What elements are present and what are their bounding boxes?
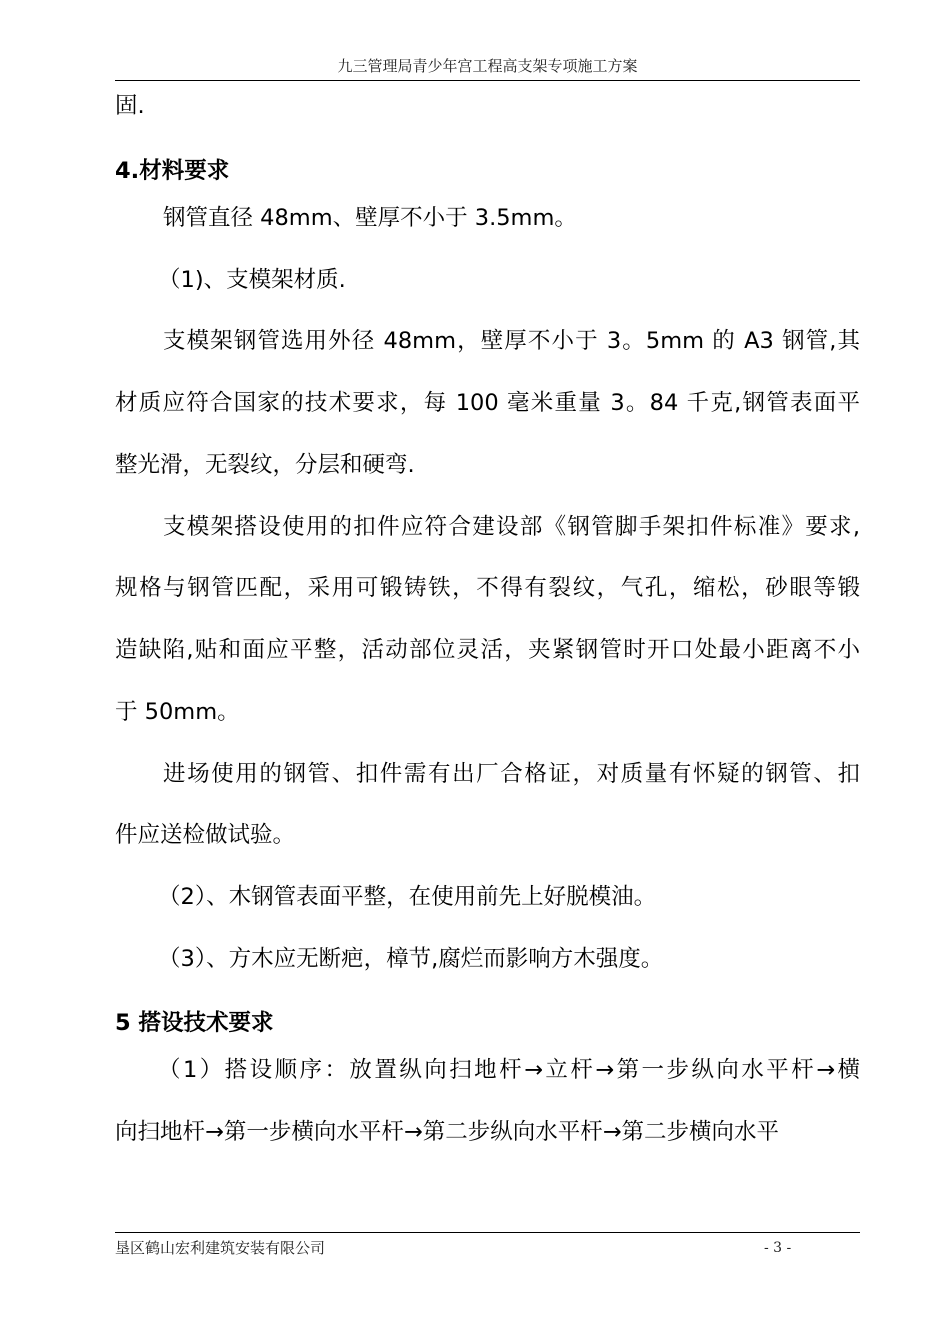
page-number: - 3 - — [764, 1240, 792, 1256]
body-line-timber-release-oil: （2）、木钢管表面平整，在使用前先上好脱模油。 — [158, 884, 657, 910]
body-line-12: 件应送检做试验。 — [115, 822, 296, 848]
page-header-title: 九三管理局青少年宫工程高支架专项施工方案 — [337, 57, 638, 75]
header-divider — [115, 80, 860, 81]
body-line-10: 于 50mm。 — [115, 699, 240, 725]
body-line-square-timber: （3）、方木应无断疤，樟节,腐烂而影响方木强度。 — [158, 946, 664, 972]
body-line-6: 整光滑，无裂纹，分层和硬弯. — [115, 452, 415, 478]
subheading-formwork-material: （1)、支模架材质. — [158, 267, 346, 293]
body-line-5: 材质应符合国家的技术要求，每 100 毫米重量 3。84 千克,钢管表面平 — [115, 390, 860, 416]
body-line-7: 支模架搭设使用的扣件应符合建设部《钢管脚手架扣件标准》要求, — [163, 514, 860, 540]
body-line-erection-sequence-cont: 向扫地杆→第一步横向水平杆→第二步纵向水平杆→第二步横向水平 — [115, 1119, 780, 1145]
footer-company: 垦区鹤山宏利建筑安装有限公司 — [115, 1239, 326, 1257]
section-heading-erection: 5 搭设技术要求 — [115, 1010, 274, 1036]
body-line-11: 进场使用的钢管、扣件需有出厂合格证，对质量有怀疑的钢管、扣 — [163, 761, 860, 787]
body-line-1: 固. — [115, 93, 145, 119]
footer-divider — [115, 1232, 860, 1233]
body-line-9: 造缺陷,贴和面应平整，活动部位灵活，夹紧钢管时开口处最小距离不小 — [115, 637, 860, 663]
body-line-steel-pipe-spec: 钢管直径 48mm、壁厚不小于 3.5mm。 — [163, 205, 577, 231]
section-heading-materials: 4.材料要求 — [115, 158, 230, 184]
body-line-8: 规格与钢管匹配，采用可锻铸铁，不得有裂纹，气孔，缩松，砂眼等锻 — [115, 575, 860, 601]
body-line-4: 支模架钢管选用外径 48mm，壁厚不小于 3。5mm 的 A3 钢管,其 — [163, 328, 860, 354]
body-line-erection-sequence: （1）搭设顺序：放置纵向扫地杆→立杆→第一步纵向水平杆→横 — [158, 1057, 860, 1083]
